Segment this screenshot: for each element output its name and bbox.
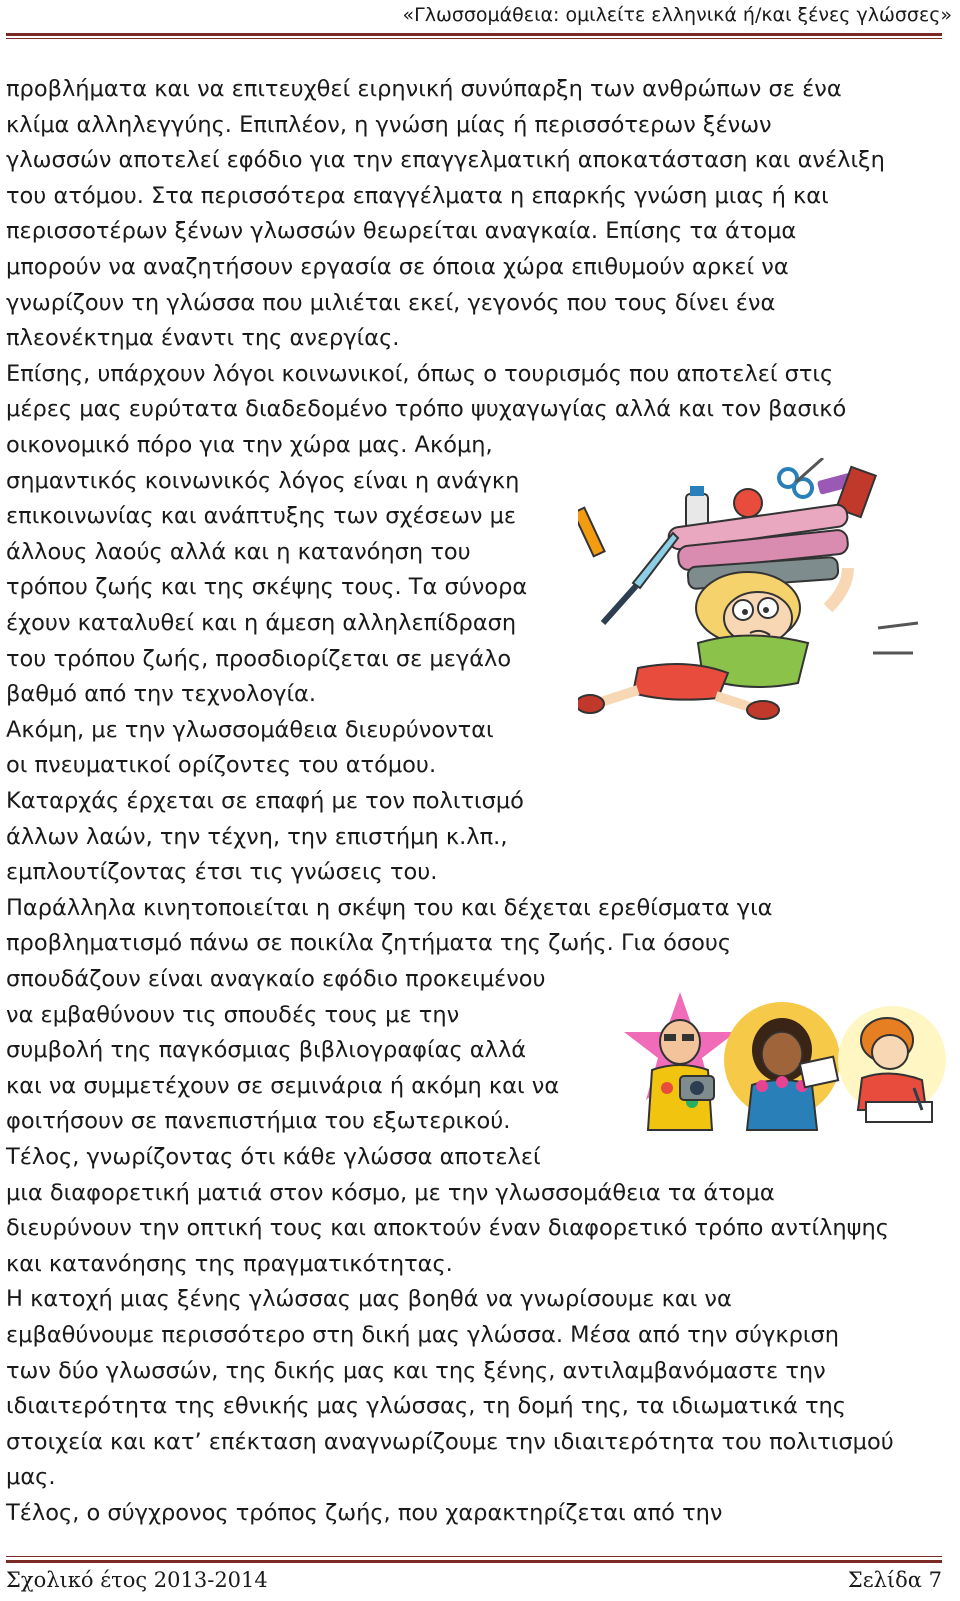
footer-school-year: Σχολικό έτος 2013-2014 — [6, 1568, 268, 1592]
header-rule — [6, 33, 942, 36]
paragraph-native-language: Η κατοχή μιας ξένης γλώσσας μας βοηθά να γνωρίσουμε και να εμβαθύνουμε περισσότερο στη δική μας γλώσσα. Μέσα από την σύγκριση των δύο γλωσσών, της δικής μας και της ξένης, αντιλαμβανόμαστε την ιδιαιτερότητα της εθνικής μας γλώσσας, τη δομή της, τα ιδιωματικά της στοιχεία και κατ’ επέκταση αναγνωρίζουμε την ιδιαιτερότητα του πολιτισμού μας. — [6, 1286, 894, 1491]
footer-rule-thin — [6, 1556, 942, 1557]
paragraph-social-reasons: Επίσης, υπάρχουν λόγοι κοινωνικοί, όπως ο τουρισμός που αποτελεί στις μέρες μας ευρύτατα διαδεδομένο τρόπο ψυχαγωγίας αλλά και τον βασικό οικονομικό πόρο για την χώρα μας. Ακόμη, σημαντικός κοινωνικός λόγος είναι η ανάγκη επικοινωνίας και ανάπτυξης των σχέσεων με άλλους λαούς αλλά και η κατανόηση του τρόπου ζωής και της σκέψης τους. Τα σύνορα έχουν καταλυθεί και η άμεση αλληλεπίδραση του τρόπου ζωής, προσδιορίζεται σε μεγάλο βαθμό από την τεχνολογία. — [6, 360, 847, 708]
paragraph-modern-life: Τέλος, ο σύγχρονος τρόπος ζωής, που χαρακτηρίζεται από την — [6, 1500, 723, 1526]
three-people-illustration — [622, 990, 946, 1132]
footer-rule — [6, 1560, 942, 1563]
footer-page-number: Σελίδα 7 — [847, 1568, 942, 1592]
page-header-title: «Γλωσσομάθεια: ομιλείτε ελληνικά ή/και ξένες γλώσσες» — [402, 4, 952, 26]
paragraph-employment: προβλήματα και να επιτευχθεί ειρηνική συνύπαρξη των ανθρώπων σε ένα κλίμα αλληλεγγύης. Επιπλέον, η γνώση μίας ή περισσότερων ξένων γλωσσών αποτελεί εφόδιο για την επαγγελματική αποκατάσταση και ανέλιξη του ατόμου. Στα περισσότερα επαγγέλματα η επαρκής γνώση μιας ή και περισσοτέρων ξένων γλωσσών θεωρείται αναγκαία. Επίσης τα άτομα μπορούν να αναζητήσουν εργασία σε όποια χώρα επιθυμούν αρκεί να γνωρίζουν τη γλώσσα που μιλιέται εκεί, γεγονός που τους δίνει ένα πλεονέκτημα έναντι της ανεργίας. — [6, 76, 885, 352]
running-child-illustration — [578, 458, 928, 723]
paragraph-intellectual-horizons: Ακόμη, με την γλωσσομάθεια διευρύνονται οι πνευματικοί ορίζοντες του ατόμου. Καταρχάς έρχεται σε επαφή με τον πολιτισμό άλλων λαών, την τέχνη, την επιστήμη κ.λπ., εμπλουτίζοντας έτσι τις γνώσεις του. Παράλληλα κινητοποιείται η σκέψη του και δέχεται ερεθίσματα για προβληματισμό πάνω σε ποικίλα ζητήματα της ζωής. Για όσους σπουδάζουν είναι αναγκαίο εφόδιο προκειμένου να εμβαθύνουν τις σπουδές τους με την συμβολή της παγκόσμιας βιβλιογραφίας αλλά και να συμμετέχουν σε σεμινάρια ή ακόμη και να φοιτήσουν σε πανεπιστήμια του εξωτερικού. Τέλος, γνωρίζοντας ότι κάθε γλώσσα αποτελεί μια διαφορετική ματιά στον κόσμο, με την γλωσσομάθεια τα άτομα διευρύνουν την οπτική τους και αποκτούν έναν διαφορετικό τρόπο αντίληψης και κατανόησης της πραγματικότητας. — [6, 716, 889, 1277]
header-rule-thin — [6, 38, 942, 39]
